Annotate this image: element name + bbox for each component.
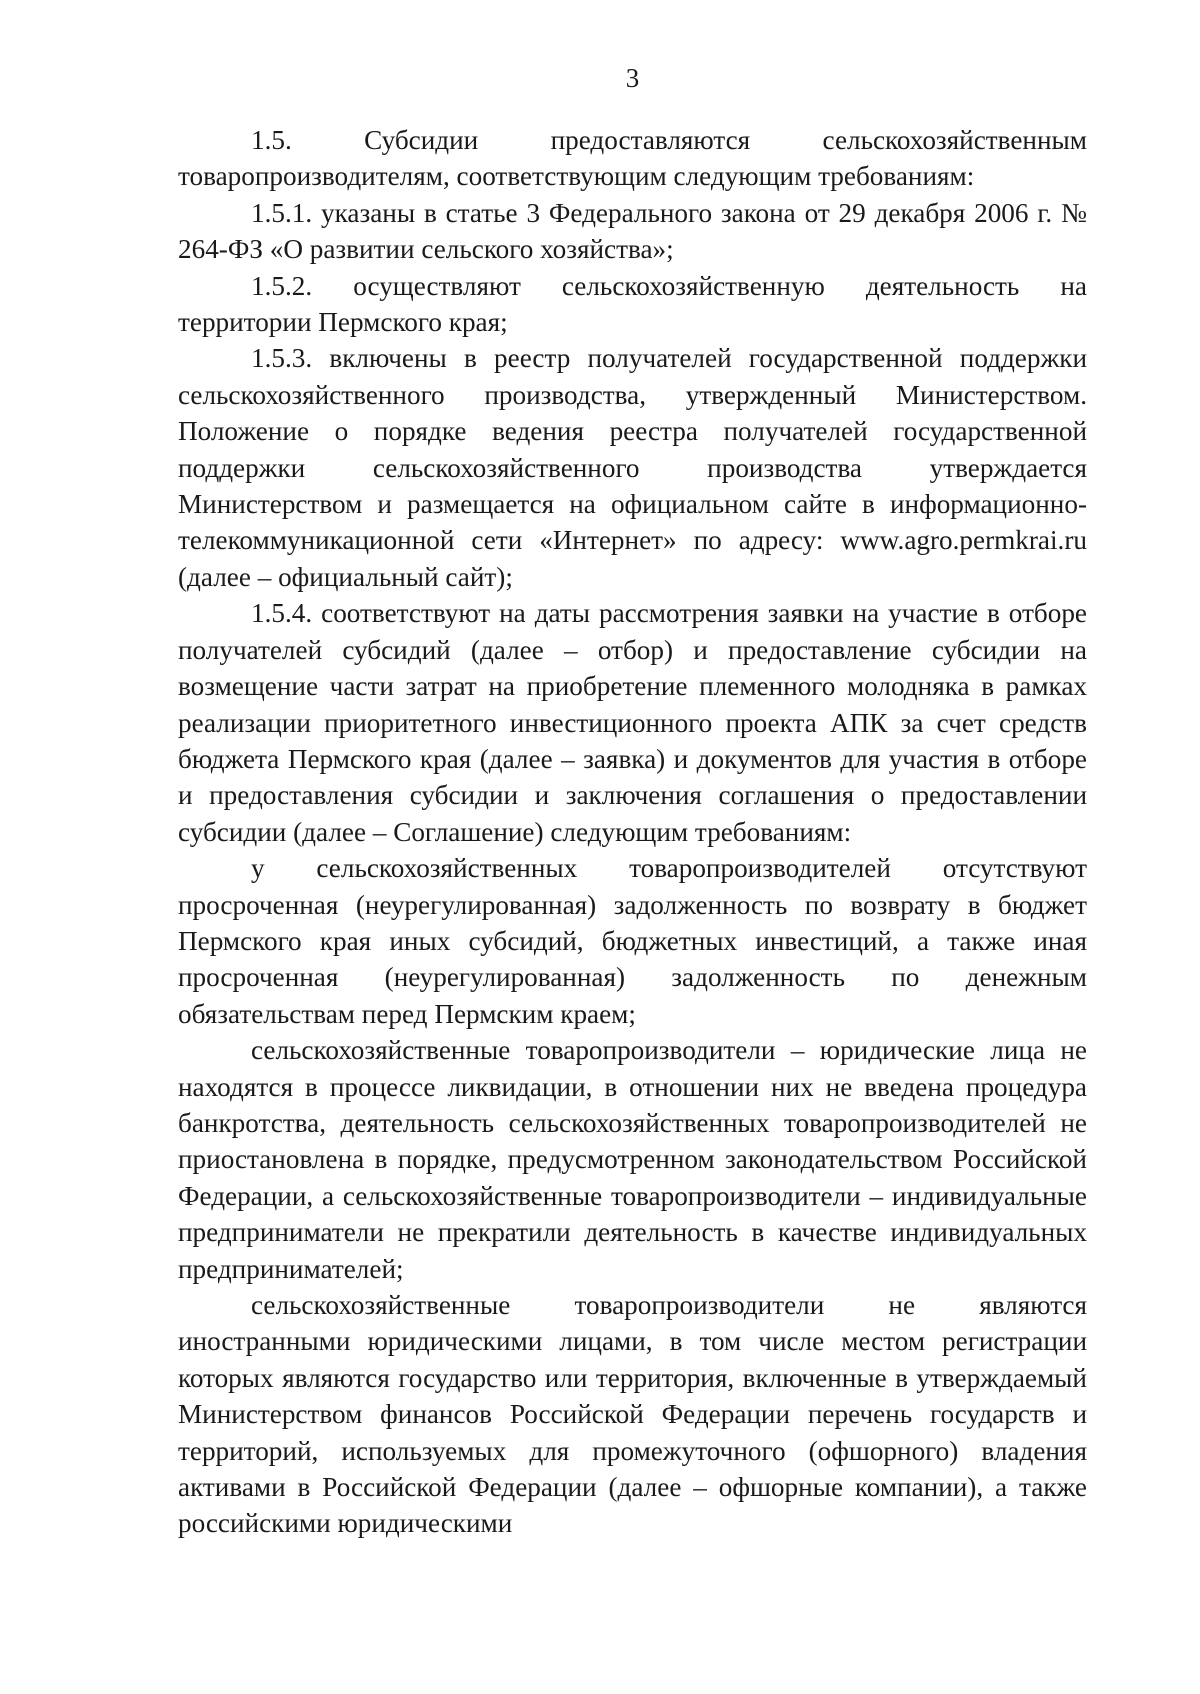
requirement-no-debt: у сельскохозяйственных товаропроизводителей отсутствуют просроченная (неурегулированная) задолженность по возврату в бюджет Пермского края иных субсидий, бюджетных инвестиций, а также иная просроченная (неурегулированная) задолженность по денежным обязательствам перед Пермским краем; [178, 853, 1087, 1029]
paragraph-1-5-4: 1.5.4. соответствуют на даты рассмотрения заявки на участие в отборе получателей субсидий (далее – отбор) и предоставление субсидии на возмещение части затрат на приобретение племенного молодняка в рамках реализации приоритетного инвестиционного проекта АПК за счет средств бюджета Пермского края (далее – заявка) и документов для участия в отборе и предоставления субсидии и заключения соглашения о предоставлении субсидии (далее – Соглашение) следующим требованиям: [178, 598, 1087, 847]
page-number: 3 [625, 63, 640, 93]
paragraph-1-5-1: 1.5.1. указаны в статье 3 Федерального закона от 29 декабря 2006 г. № 264-ФЗ «О развитии сельского хозяйства»; [178, 197, 1087, 265]
requirement-not-offshore: сельскохозяйственные товаропроизводители не являются иностранными юридическими лицами, в том числе местом регистрации которых являются государство или территория, включенные в утверждаемый Министерством финансов Российской Федерации перечень государств и территорий, используемых для промежуточного (офшорного) владения активами в Российской Федерации (далее – офшорные компании), а также российскими юридическими [178, 1290, 1087, 1539]
paragraph-1-5: 1.5. Субсидии предоставляются сельскохозяйственным товаропроизводителям, соответствующим следующим требованиям: [178, 125, 1087, 192]
paragraph-1-5-2: 1.5.2. осуществляют сельскохозяйственную деятельность на территории Пермского края; [178, 270, 1087, 338]
paragraph-1-5-3: 1.5.3. включены в реестр получателей государственной поддержки сельскохозяйственного производства, утвержденный Министерством. Положение о порядке ведения реестра получателей государственной поддержки сельскохозяйственного производства утверждается Министерством и размещается на официальном сайте в информационно-телекоммуникационной сети «Интернет» по адресу: www.agro.permkrai.ru (далее – официальный сайт); [178, 343, 1087, 592]
document-body [178, 122, 1087, 1542]
requirement-no-liquidation: сельскохозяйственные товаропроизводители – юридические лица не находятся в процессе ликвидации, в отношении них не введена процедура банкротства, деятельность сельскохозяйственных товаропроизводителей не приостановлена в порядке, предусмотренном законодательством Российской Федерации, а сельскохозяйственные товаропроизводители – индивидуальные предприниматели не прекратили деятельность в качестве индивидуальных предпринимателей; [178, 1035, 1087, 1284]
